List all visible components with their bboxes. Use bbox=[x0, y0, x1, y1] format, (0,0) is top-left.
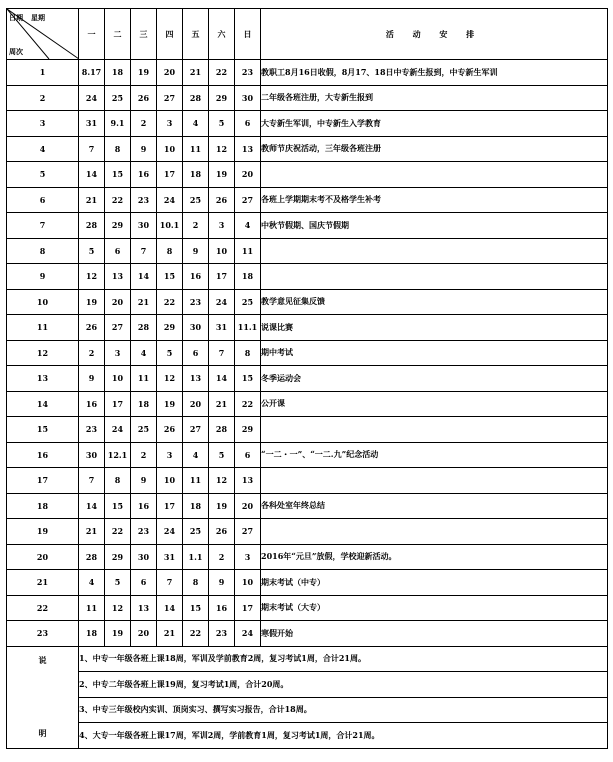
date-cell-wed: 23 bbox=[131, 187, 157, 213]
activity-cell: 公开课 bbox=[261, 391, 608, 417]
activity-cell: 期中考试 bbox=[261, 340, 608, 366]
activity-header: 活 动 安 排 bbox=[261, 9, 608, 60]
note-row bbox=[7, 697, 608, 723]
week-number: 22 bbox=[7, 595, 79, 621]
date-cell-sat: 19 bbox=[209, 162, 235, 188]
week-row bbox=[7, 544, 608, 570]
date-cell-wed: 23 bbox=[131, 519, 157, 545]
date-cell-wed: 20 bbox=[131, 621, 157, 647]
date-cell-wed: 16 bbox=[131, 162, 157, 188]
date-cell-tue: 27 bbox=[105, 315, 131, 341]
activity-cell: 2016年“元旦”放假，学校迎新活动。 bbox=[261, 544, 608, 570]
week-row bbox=[7, 570, 608, 596]
week-row bbox=[7, 391, 608, 417]
date-cell-fri: 22 bbox=[183, 621, 209, 647]
week-number: 2 bbox=[7, 85, 79, 111]
week-number: 7 bbox=[7, 213, 79, 239]
date-cell-sat: 29 bbox=[209, 85, 235, 111]
weekday-header-mon: 一 bbox=[79, 9, 105, 60]
date-cell-tue: 10 bbox=[105, 366, 131, 392]
date-cell-mon: 16 bbox=[79, 391, 105, 417]
date-cell-wed: 9 bbox=[131, 136, 157, 162]
date-cell-sun: 17 bbox=[235, 595, 261, 621]
date-cell-thu: 10 bbox=[157, 468, 183, 494]
date-cell-tue: 15 bbox=[105, 493, 131, 519]
date-cell-sat: 21 bbox=[209, 391, 235, 417]
date-cell-thu: 24 bbox=[157, 187, 183, 213]
date-cell-wed: 9 bbox=[131, 468, 157, 494]
date-cell-sat: 19 bbox=[209, 493, 235, 519]
school-calendar bbox=[6, 8, 607, 749]
date-cell-thu: 17 bbox=[157, 493, 183, 519]
date-cell-thu: 17 bbox=[157, 162, 183, 188]
date-cell-tue: 18 bbox=[105, 60, 131, 86]
week-number: 12 bbox=[7, 340, 79, 366]
week-row bbox=[7, 519, 608, 545]
date-cell-thu: 22 bbox=[157, 289, 183, 315]
date-cell-mon: 24 bbox=[79, 85, 105, 111]
date-cell-tue: 29 bbox=[105, 544, 131, 570]
date-cell-wed: 19 bbox=[131, 60, 157, 86]
date-cell-tue: 29 bbox=[105, 213, 131, 239]
date-cell-wed: 30 bbox=[131, 544, 157, 570]
date-cell-fri: 1.1 bbox=[183, 544, 209, 570]
week-number: 19 bbox=[7, 519, 79, 545]
date-cell-wed: 25 bbox=[131, 417, 157, 443]
date-cell-wed: 7 bbox=[131, 238, 157, 264]
week-row bbox=[7, 366, 608, 392]
date-cell-thu: 7 bbox=[157, 570, 183, 596]
date-cell-thu: 29 bbox=[157, 315, 183, 341]
date-cell-thu: 27 bbox=[157, 85, 183, 111]
date-cell-mon: 9 bbox=[79, 366, 105, 392]
note-text: 2、中专二年级各班上课19周，复习考试1周，合计20周。 bbox=[79, 672, 608, 698]
week-row bbox=[7, 621, 608, 647]
date-cell-mon: 31 bbox=[79, 111, 105, 137]
date-cell-fri: 15 bbox=[183, 595, 209, 621]
date-cell-thu: 3 bbox=[157, 442, 183, 468]
date-cell-sat: 26 bbox=[209, 187, 235, 213]
date-cell-fri: 13 bbox=[183, 366, 209, 392]
date-cell-mon: 23 bbox=[79, 417, 105, 443]
activity-cell: 二年级各班注册，大专新生报到 bbox=[261, 85, 608, 111]
date-cell-mon: 26 bbox=[79, 315, 105, 341]
date-cell-fri: 20 bbox=[183, 391, 209, 417]
date-cell-fri: 21 bbox=[183, 60, 209, 86]
activity-cell: “一二・一”、“一二.九”纪念活动 bbox=[261, 442, 608, 468]
date-cell-tue: 6 bbox=[105, 238, 131, 264]
date-cell-sat: 31 bbox=[209, 315, 235, 341]
date-cell-mon: 21 bbox=[79, 519, 105, 545]
activity-cell: 中秋节假期、国庆节假期 bbox=[261, 213, 608, 239]
activity-cell bbox=[261, 162, 608, 188]
activity-cell: 冬季运动会 bbox=[261, 366, 608, 392]
date-cell-tue: 12 bbox=[105, 595, 131, 621]
week-row bbox=[7, 417, 608, 443]
week-row bbox=[7, 162, 608, 188]
date-cell-thu: 3 bbox=[157, 111, 183, 137]
date-cell-sat: 2 bbox=[209, 544, 235, 570]
week-number: 5 bbox=[7, 162, 79, 188]
date-cell-sun: 20 bbox=[235, 493, 261, 519]
activity-cell: 期末考试（大专） bbox=[261, 595, 608, 621]
date-cell-sat: 10 bbox=[209, 238, 235, 264]
date-cell-tue: 12.1 bbox=[105, 442, 131, 468]
weekday-header-fri: 五 bbox=[183, 9, 209, 60]
date-cell-thu: 15 bbox=[157, 264, 183, 290]
date-cell-wed: 18 bbox=[131, 391, 157, 417]
week-number: 17 bbox=[7, 468, 79, 494]
date-cell-tue: 5 bbox=[105, 570, 131, 596]
date-cell-fri: 4 bbox=[183, 111, 209, 137]
date-cell-wed: 28 bbox=[131, 315, 157, 341]
date-cell-mon: 12 bbox=[79, 264, 105, 290]
date-cell-sun: 29 bbox=[235, 417, 261, 443]
date-cell-fri: 11 bbox=[183, 136, 209, 162]
date-cell-mon: 14 bbox=[79, 162, 105, 188]
week-number: 9 bbox=[7, 264, 79, 290]
notes-label-bottom: 明 bbox=[38, 728, 47, 738]
date-cell-mon: 28 bbox=[79, 213, 105, 239]
date-cell-sun: 15 bbox=[235, 366, 261, 392]
date-cell-wed: 2 bbox=[131, 442, 157, 468]
week-row bbox=[7, 340, 608, 366]
date-cell-tue: 24 bbox=[105, 417, 131, 443]
week-number: 11 bbox=[7, 315, 79, 341]
date-cell-thu: 31 bbox=[157, 544, 183, 570]
date-cell-thu: 26 bbox=[157, 417, 183, 443]
date-cell-fri: 6 bbox=[183, 340, 209, 366]
date-cell-sat: 23 bbox=[209, 621, 235, 647]
week-row bbox=[7, 264, 608, 290]
activity-cell: 大专新生军训，中专新生入学教育 bbox=[261, 111, 608, 137]
note-row bbox=[7, 646, 608, 672]
week-number: 16 bbox=[7, 442, 79, 468]
date-cell-sun: 25 bbox=[235, 289, 261, 315]
date-cell-fri: 25 bbox=[183, 519, 209, 545]
date-cell-mon: 18 bbox=[79, 621, 105, 647]
week-row bbox=[7, 60, 608, 86]
date-cell-sat: 16 bbox=[209, 595, 235, 621]
week-number: 14 bbox=[7, 391, 79, 417]
date-cell-tue: 25 bbox=[105, 85, 131, 111]
note-text: 3、中专三年级校内实训、顶岗实习、撰写实习报告，合计18周。 bbox=[79, 697, 608, 723]
activity-cell bbox=[261, 238, 608, 264]
week-row bbox=[7, 136, 608, 162]
date-cell-thu: 10.1 bbox=[157, 213, 183, 239]
weekday-header-wed: 三 bbox=[131, 9, 157, 60]
week-number: 20 bbox=[7, 544, 79, 570]
date-cell-wed: 30 bbox=[131, 213, 157, 239]
date-cell-wed: 16 bbox=[131, 493, 157, 519]
week-number: 18 bbox=[7, 493, 79, 519]
date-cell-sat: 14 bbox=[209, 366, 235, 392]
date-cell-sun: 6 bbox=[235, 442, 261, 468]
week-number: 23 bbox=[7, 621, 79, 647]
date-cell-wed: 11 bbox=[131, 366, 157, 392]
date-cell-fri: 4 bbox=[183, 442, 209, 468]
date-cell-fri: 16 bbox=[183, 264, 209, 290]
date-cell-fri: 11 bbox=[183, 468, 209, 494]
date-cell-sun: 22 bbox=[235, 391, 261, 417]
week-row bbox=[7, 315, 608, 341]
date-cell-fri: 28 bbox=[183, 85, 209, 111]
activity-cell: 教师节庆祝活动，三年级各班注册 bbox=[261, 136, 608, 162]
activity-cell: 各科处室年终总结 bbox=[261, 493, 608, 519]
notes-label-top: 说 bbox=[38, 655, 47, 665]
date-cell-wed: 2 bbox=[131, 111, 157, 137]
note-row bbox=[7, 672, 608, 698]
week-row bbox=[7, 468, 608, 494]
week-row bbox=[7, 493, 608, 519]
date-cell-sun: 18 bbox=[235, 264, 261, 290]
note-text: 4、大专一年级各班上课17周，军训2周，学前教育1周，复习考试1周，合计21周。 bbox=[79, 723, 608, 749]
diagonal-label-week: 周次 bbox=[9, 47, 23, 56]
week-row bbox=[7, 213, 608, 239]
week-number: 4 bbox=[7, 136, 79, 162]
date-cell-mon: 7 bbox=[79, 136, 105, 162]
date-cell-fri: 27 bbox=[183, 417, 209, 443]
date-cell-wed: 14 bbox=[131, 264, 157, 290]
week-number: 6 bbox=[7, 187, 79, 213]
date-cell-tue: 3 bbox=[105, 340, 131, 366]
week-number: 10 bbox=[7, 289, 79, 315]
date-cell-sun: 13 bbox=[235, 468, 261, 494]
date-cell-wed: 6 bbox=[131, 570, 157, 596]
weekday-header-sat: 六 bbox=[209, 9, 235, 60]
date-cell-fri: 18 bbox=[183, 162, 209, 188]
diagonal-label-date: 日期 bbox=[9, 13, 23, 22]
activity-cell bbox=[261, 468, 608, 494]
date-cell-mon: 11 bbox=[79, 595, 105, 621]
date-cell-sat: 12 bbox=[209, 468, 235, 494]
date-cell-tue: 9.1 bbox=[105, 111, 131, 137]
date-cell-wed: 21 bbox=[131, 289, 157, 315]
date-cell-mon: 14 bbox=[79, 493, 105, 519]
week-number: 1 bbox=[7, 60, 79, 86]
activity-cell bbox=[261, 264, 608, 290]
date-cell-thu: 12 bbox=[157, 366, 183, 392]
weekday-header-tue: 二 bbox=[105, 9, 131, 60]
date-cell-tue: 17 bbox=[105, 391, 131, 417]
date-cell-sun: 11.1 bbox=[235, 315, 261, 341]
note-text: 1、中专一年级各班上课18周，军训及学前教育2周，复习考试1周，合计21周。 bbox=[79, 646, 608, 672]
date-cell-mon: 21 bbox=[79, 187, 105, 213]
date-cell-sun: 23 bbox=[235, 60, 261, 86]
date-cell-fri: 30 bbox=[183, 315, 209, 341]
date-cell-sun: 30 bbox=[235, 85, 261, 111]
date-cell-fri: 8 bbox=[183, 570, 209, 596]
date-cell-thu: 21 bbox=[157, 621, 183, 647]
date-cell-thu: 5 bbox=[157, 340, 183, 366]
date-cell-sat: 5 bbox=[209, 111, 235, 137]
date-cell-sun: 3 bbox=[235, 544, 261, 570]
week-row bbox=[7, 187, 608, 213]
date-cell-sun: 27 bbox=[235, 187, 261, 213]
activity-cell: 各班上学期期末考不及格学生补考 bbox=[261, 187, 608, 213]
date-cell-sun: 20 bbox=[235, 162, 261, 188]
date-cell-tue: 15 bbox=[105, 162, 131, 188]
date-cell-tue: 22 bbox=[105, 519, 131, 545]
week-row bbox=[7, 111, 608, 137]
week-number: 8 bbox=[7, 238, 79, 264]
diagonal-label-weekday: 星期 bbox=[31, 13, 45, 22]
activity-cell: 教学意见征集反馈 bbox=[261, 289, 608, 315]
date-cell-sat: 24 bbox=[209, 289, 235, 315]
activity-cell: 说课比赛 bbox=[261, 315, 608, 341]
date-cell-fri: 9 bbox=[183, 238, 209, 264]
date-cell-wed: 13 bbox=[131, 595, 157, 621]
date-cell-mon: 8.17 bbox=[79, 60, 105, 86]
date-cell-thu: 20 bbox=[157, 60, 183, 86]
notes-label bbox=[7, 646, 79, 748]
date-cell-thu: 10 bbox=[157, 136, 183, 162]
date-cell-thu: 24 bbox=[157, 519, 183, 545]
date-cell-tue: 8 bbox=[105, 136, 131, 162]
date-cell-fri: 2 bbox=[183, 213, 209, 239]
date-cell-sun: 10 bbox=[235, 570, 261, 596]
week-row bbox=[7, 442, 608, 468]
activity-cell: 教职工8月16日收假，8月17、18日中专新生报到，中专新生军训 bbox=[261, 60, 608, 86]
date-cell-sat: 17 bbox=[209, 264, 235, 290]
weekday-header-sun: 日 bbox=[235, 9, 261, 60]
date-cell-sat: 12 bbox=[209, 136, 235, 162]
date-cell-tue: 22 bbox=[105, 187, 131, 213]
date-cell-tue: 20 bbox=[105, 289, 131, 315]
date-cell-thu: 8 bbox=[157, 238, 183, 264]
date-cell-mon: 4 bbox=[79, 570, 105, 596]
week-row bbox=[7, 85, 608, 111]
date-cell-sat: 22 bbox=[209, 60, 235, 86]
date-cell-thu: 19 bbox=[157, 391, 183, 417]
date-cell-sun: 13 bbox=[235, 136, 261, 162]
date-cell-tue: 13 bbox=[105, 264, 131, 290]
date-cell-sun: 6 bbox=[235, 111, 261, 137]
date-cell-tue: 19 bbox=[105, 621, 131, 647]
calendar-table bbox=[6, 8, 608, 749]
date-cell-mon: 2 bbox=[79, 340, 105, 366]
week-number: 3 bbox=[7, 111, 79, 137]
date-cell-mon: 30 bbox=[79, 442, 105, 468]
date-cell-sat: 9 bbox=[209, 570, 235, 596]
date-cell-fri: 18 bbox=[183, 493, 209, 519]
diagonal-header-cell bbox=[7, 9, 79, 60]
date-cell-sat: 26 bbox=[209, 519, 235, 545]
date-cell-mon: 28 bbox=[79, 544, 105, 570]
date-cell-sun: 8 bbox=[235, 340, 261, 366]
date-cell-sat: 28 bbox=[209, 417, 235, 443]
date-cell-sun: 27 bbox=[235, 519, 261, 545]
date-cell-sat: 7 bbox=[209, 340, 235, 366]
week-number: 15 bbox=[7, 417, 79, 443]
date-cell-mon: 5 bbox=[79, 238, 105, 264]
week-row bbox=[7, 595, 608, 621]
activity-cell: 期末考试（中专） bbox=[261, 570, 608, 596]
header-row bbox=[7, 9, 608, 60]
week-row bbox=[7, 238, 608, 264]
week-number: 21 bbox=[7, 570, 79, 596]
date-cell-fri: 23 bbox=[183, 289, 209, 315]
date-cell-sun: 24 bbox=[235, 621, 261, 647]
date-cell-wed: 4 bbox=[131, 340, 157, 366]
date-cell-sun: 11 bbox=[235, 238, 261, 264]
date-cell-fri: 25 bbox=[183, 187, 209, 213]
activity-cell bbox=[261, 417, 608, 443]
weekday-header-thu: 四 bbox=[157, 9, 183, 60]
note-row bbox=[7, 723, 608, 749]
date-cell-sat: 5 bbox=[209, 442, 235, 468]
date-cell-thu: 14 bbox=[157, 595, 183, 621]
activity-cell: 寒假开始 bbox=[261, 621, 608, 647]
date-cell-mon: 19 bbox=[79, 289, 105, 315]
week-number: 13 bbox=[7, 366, 79, 392]
week-row bbox=[7, 289, 608, 315]
date-cell-sun: 4 bbox=[235, 213, 261, 239]
date-cell-wed: 26 bbox=[131, 85, 157, 111]
date-cell-mon: 7 bbox=[79, 468, 105, 494]
activity-cell bbox=[261, 519, 608, 545]
date-cell-sat: 3 bbox=[209, 213, 235, 239]
date-cell-tue: 8 bbox=[105, 468, 131, 494]
